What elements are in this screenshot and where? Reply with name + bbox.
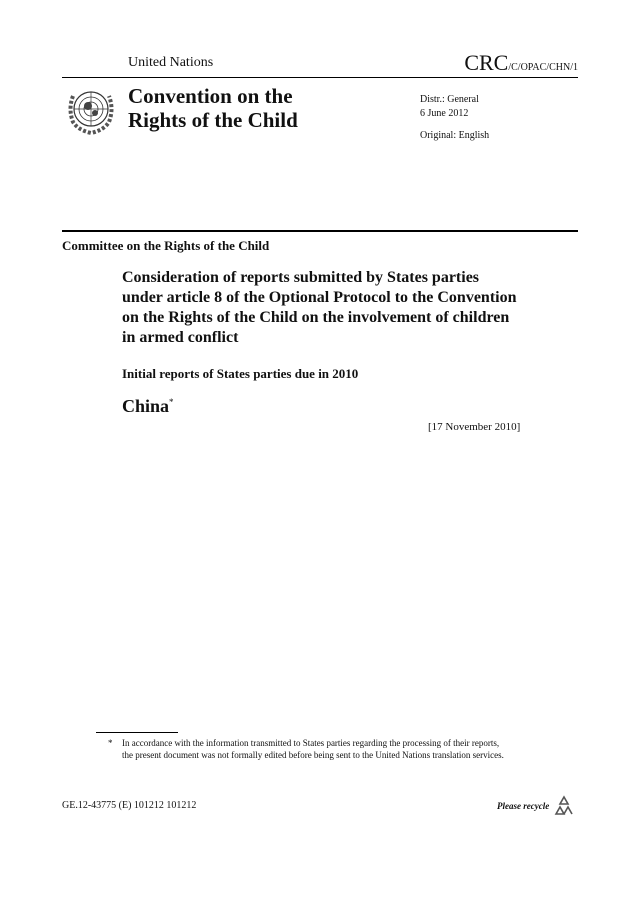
footnote-rule [96,732,178,733]
distribution-block [420,93,479,121]
recycle-notice [497,794,576,818]
document-symbol [464,50,578,76]
original-language: Original: English [420,130,490,141]
country-label: China [122,396,170,416]
footnote-marker: * [108,738,113,748]
footnote-text: In accordance with the information transmitted to States parties regarding the processing of their reports, the present document was not formally edited before being sent to the United Nations translation services. [122,738,504,760]
job-number: GE.12-43775 (E) 101212 101212 [62,800,197,811]
convention-title-line-1: Convention on the [128,84,293,108]
committee-name: Committee on the Rights of the Child [62,238,270,253]
convention-title-line-2: Rights of the Child [128,108,298,132]
organization-name: United Nations [128,55,214,70]
un-emblem-icon [64,82,118,136]
recycle-icon [552,794,576,818]
report-date: [17 November 2010] [428,421,521,433]
symbol-main: CRC [464,50,509,75]
title-rule [62,230,578,232]
country-footnote-marker: * [169,397,174,407]
recycle-label: Please recycle [497,801,550,811]
symbol-suffix: /C/OPAC/CHN/1 [508,62,578,73]
distribution-type: Distr.: General [420,94,479,105]
issue-date: 6 June 2012 [420,108,469,119]
country-name [122,396,174,417]
header-rule [62,77,578,78]
document-subheading: Initial reports of States parties due in 2010 [122,366,359,381]
document-heading: Consideration of reports submitted by States parties under article 8 of the Optional Protocol to the Convention on the Rights of the Child on the involvement of children in armed conflict [122,269,517,346]
convention-title [128,84,298,132]
